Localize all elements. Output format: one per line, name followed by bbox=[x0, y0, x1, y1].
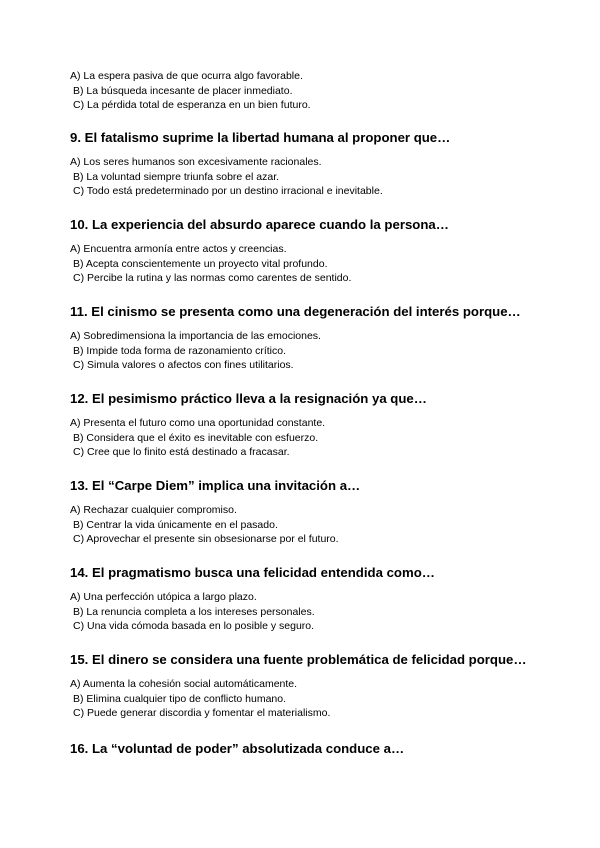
option-a: A) Encuentra armonía entre actos y creencias. bbox=[70, 243, 287, 255]
option-c: C) Cree que lo finito está destinado a fracasar. bbox=[73, 446, 290, 459]
question-12 bbox=[70, 391, 427, 460]
question-title: 12. El pesimismo práctico lleva a la resignación ya que… bbox=[70, 391, 427, 406]
option-b: B) La renuncia completa a los intereses personales. bbox=[73, 605, 315, 618]
question-title: 11. El cinismo se presenta como una degeneración del interés porque… bbox=[70, 304, 521, 319]
question-title: 15. El dinero se considera una fuente problemática de felicidad porque… bbox=[70, 652, 527, 667]
option-b: B) Considera que el éxito es inevitable con esfuerzo. bbox=[73, 431, 319, 444]
question-13 bbox=[70, 478, 360, 547]
option-b: B) Elimina cualquier tipo de conflicto humano. bbox=[73, 692, 287, 705]
question-16 bbox=[70, 741, 404, 766]
option-c: C) Puede generar discordia y fomentar el materialismo. bbox=[73, 707, 331, 720]
option-b: B) La voluntad siempre triunfa sobre el azar. bbox=[73, 170, 280, 183]
option-a: A) Aumenta la cohesión social automáticamente. bbox=[70, 678, 298, 690]
question-title: 16. La “voluntad de poder” absolutizada conduce a… bbox=[70, 741, 405, 756]
question-9 bbox=[70, 130, 450, 199]
option-a: A) Los seres humanos son excesivamente racionales. bbox=[70, 156, 322, 168]
question-title: 9. El fatalismo suprime la libertad humana al proponer que… bbox=[70, 130, 451, 145]
option-c: C) Aprovechar el presente sin obsesionarse por el futuro. bbox=[73, 533, 339, 546]
option-c: C) Una vida cómoda basada en lo posible y seguro. bbox=[73, 620, 315, 633]
option-a: A) Rechazar cualquier compromiso. bbox=[70, 504, 237, 516]
option-c: C) Percibe la rutina y las normas como carentes de sentido. bbox=[73, 272, 352, 285]
option-b: B) Acepta conscientemente un proyecto vital profundo. bbox=[73, 257, 328, 270]
question-11 bbox=[70, 304, 521, 373]
option-list bbox=[70, 69, 311, 113]
question-15 bbox=[70, 652, 527, 721]
option-b: B) Impide toda forma de razonamiento crítico. bbox=[73, 344, 287, 357]
question-title: 14. El pragmatismo busca una felicidad entendida como… bbox=[70, 565, 435, 580]
question-14 bbox=[70, 565, 435, 634]
option-a: A) Sobredimensiona la importancia de las emociones. bbox=[70, 330, 321, 342]
option-a: A) Una perfección utópica a largo plazo. bbox=[70, 591, 257, 603]
option-b: B) Centrar la vida únicamente en el pasado. bbox=[73, 518, 278, 531]
question-10 bbox=[70, 217, 449, 286]
question-title: 13. El “Carpe Diem” implica una invitación a… bbox=[70, 478, 361, 493]
option-c: C) La pérdida total de esperanza en un bien futuro. bbox=[73, 99, 311, 112]
option-c: C) Simula valores o afectos con fines utilitarios. bbox=[73, 359, 294, 372]
question-title: 10. La experiencia del absurdo aparece cuando la persona… bbox=[70, 217, 449, 232]
option-c: C) Todo está predeterminado por un destino irracional e inevitable. bbox=[73, 185, 383, 198]
option-b: B) La búsqueda incesante de placer inmediato. bbox=[73, 84, 293, 97]
option-a: A) La espera pasiva de que ocurra algo favorable. bbox=[70, 70, 303, 82]
option-a: A) Presenta el futuro como una oportunidad constante. bbox=[70, 417, 326, 429]
